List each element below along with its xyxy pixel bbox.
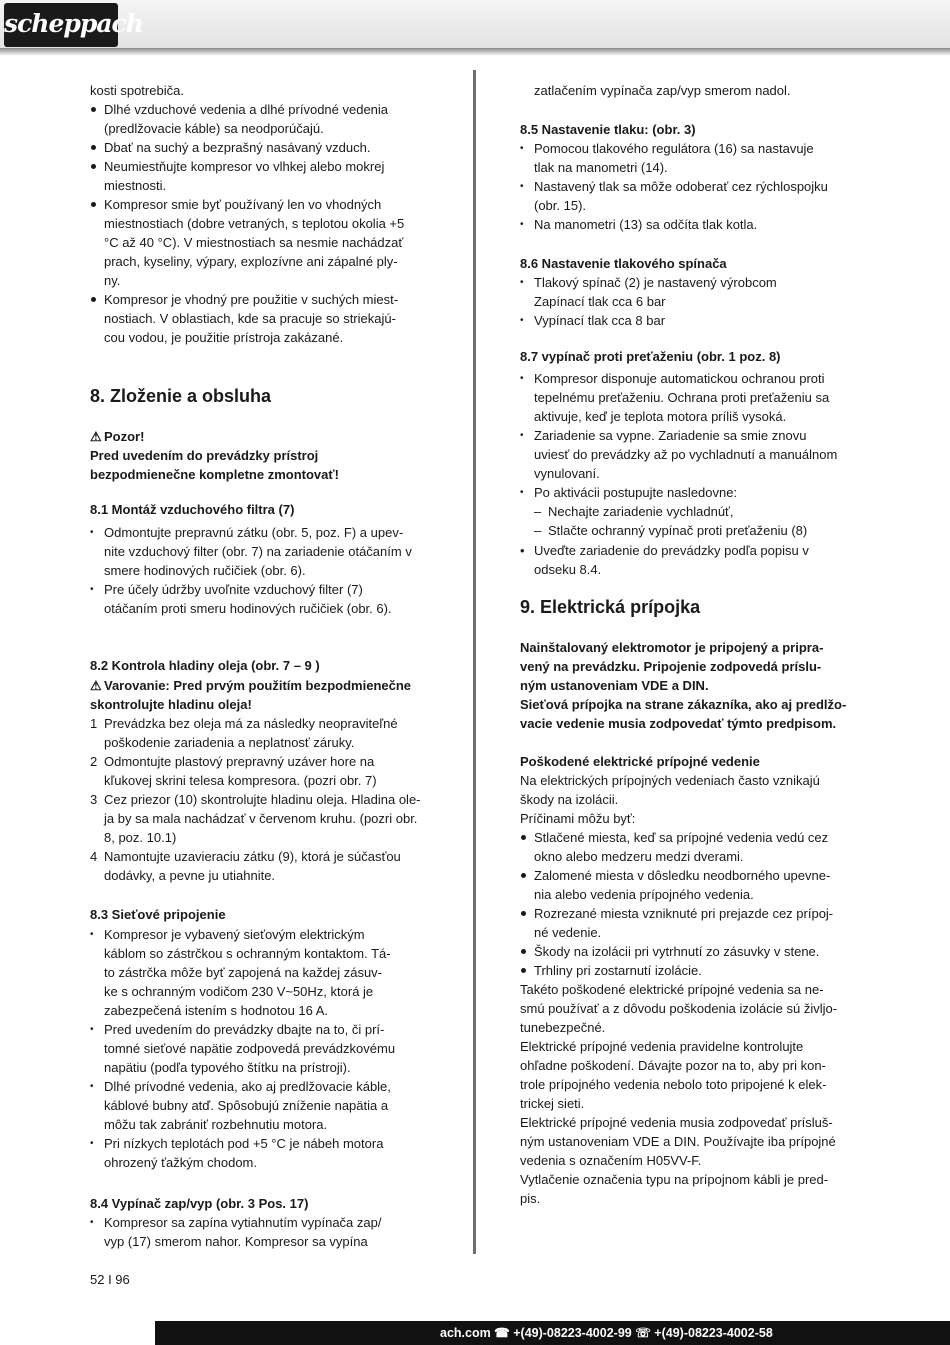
text-line: Stlačené miesta, keď sa prípojné vedenia vedú cez [534,830,829,845]
bullet-marker: • [520,487,524,498]
text-line: otáčaním proti smeru hodinových ručičiek (obr. 6). [104,601,392,616]
section-8-4-title: 8.4 Vypínač zap/vyp (obr. 3 Pos. 17) [90,1196,309,1211]
text-line: poškodenie zariadenia a neplatnosť záruky. [104,735,355,750]
text-line: bezpodmienečne kompletne zmontovať! [90,467,339,482]
section-8-1-list [90,523,430,618]
text-line: miestnosti. [104,178,167,193]
section-8-3-list [90,925,430,1172]
text-line: Prevádzka bez oleja má za následky neopraviteľné [104,716,398,731]
text-line: zabezpečená istením s hodnotou 16 A. [104,1003,329,1018]
text-line: Pre účely údržby uvoľnite vzduchový filter (7) [104,582,363,597]
section-8-7-list [520,369,860,502]
bullet-dot [91,202,96,207]
text-line: Kompresor smie byť používaný len vo vhodných [104,197,382,212]
list-item [520,942,860,961]
text-line: Zapínací tlak cca 6 bar [534,294,666,309]
list-item [520,904,860,942]
section-9-intro [520,638,860,733]
text-line: pis. [520,1191,541,1206]
bullet-marker: • [90,929,94,940]
text-line: trole prípojného vedenia nebolo toto pripojené k elek- [520,1077,827,1092]
text-line: škody na izolácii. [520,792,619,807]
section-8-title: 8. Zloženie a obsluha [90,386,272,406]
warning-text [90,446,430,484]
text-line: trickej sieti. [520,1096,585,1111]
text-line: zatlačením vypínača zap/vyp smerom nadol. [534,83,791,98]
text-line: Elektrické prípojné vedenia musia zodpovedať prísluš- [520,1115,833,1130]
text-line: nia alebo vedenia prípojného vedenia. [534,887,754,902]
text-line: Škody na izolácii pri vytrhnutí zo zásuvky v stene. [534,944,820,959]
item-lines [534,541,860,579]
text-line: ja by sa mala nachádzať v červenom kruhu. (pozri obr. [104,811,418,826]
column-divider [473,70,476,1254]
list-item [520,369,860,426]
page-number: 52 I 96 [90,1272,130,1287]
bullet-marker: • [520,219,524,230]
text-line: Nastavený tlak sa môže odoberať cez rýchlospojku [534,179,828,194]
text-line: odseku 8.4. [534,562,602,577]
list-item [90,580,430,618]
bullet-marker: • [520,181,524,192]
intro-line [90,81,430,100]
text-line: Zalomené miesta v dôsledku neodborného upevne- [534,868,831,883]
dash-marker: – [534,504,542,519]
text-line: Tlakový spínač (2) je nastavený výrobcom [534,275,777,290]
item-number: 4 [90,849,98,864]
text-line: prach, kyseliny, výpary, explozívne ani zápalné ply- [104,254,398,269]
text-line: 8, poz. 10.1) [104,830,177,845]
warning-lines [90,676,430,714]
text-line: ným ustanoveniam VDE a DIN. [520,678,709,693]
text-line: Kompresor je vybavený sieťovým elektrickým [104,927,365,942]
text-line: tomné sieťové napätie zodpovedá prevádzkovému [104,1041,396,1056]
section-8-2-warning [90,676,430,714]
text-line: Dlhé prívodné vedenia, ako aj predlžovacie káble, [104,1079,391,1094]
bullet-marker: • [90,1217,94,1228]
text-line: Kompresor sa zapína vytiahnutím vypínača zap/ [104,1215,382,1230]
text-line: miestnostiach (dobre vetraných, s teplotou okolia +5 [104,216,405,231]
brand-logo-text: scheppach [4,9,143,38]
bullet-dot [521,968,526,973]
section-8-1-title: 8.1 Montáž vzduchového filtra (7) [90,502,295,517]
text-line: to zástrčka môže byť zapojená na každej zásuv- [104,965,383,980]
damaged-cable-notes [520,980,860,1208]
header-shadow [0,48,950,56]
section-8-2-title: 8.2 Kontrola hladiny oleja (obr. 7 – 9 ) [90,658,320,673]
text-line: ohľadne poškodení. Dávajte pozor na to, aby pri kon- [520,1058,826,1073]
text-line: Cez priezor (10) skontrolujte hladinu oleja. Hladina ole- [104,792,421,807]
bullet-marker: • [90,1138,94,1149]
text-line: Uveďte zariadenie do prevádzky podľa popisu v [534,543,809,558]
text-line: Sieťová prípojka na strane zákazníka, ako aj predlžo- [520,697,847,712]
text-line: kosti spotrebiča. [90,83,184,98]
text-line: Elektrické prípojné vedenia pravidelne kontrolujte [520,1039,804,1054]
list-item [520,828,860,866]
bullet-dot [91,297,96,302]
list-item [90,138,430,157]
footer-contact: ach.com ☎ +(49)-08223-4002-99 ☏ +(49)-08223-4002-58 [440,1326,773,1340]
list-item [90,925,430,1020]
text-line: Namontujte uzavieraciu zátku (9), ktorá je súčasťou [104,849,401,864]
bullet-marker: • [520,143,524,154]
text-line: Nainštalovaný elektromotor je pripojený a pripra- [520,640,824,655]
text-line: Kompresor disponuje automatickou ochranou proti [534,371,825,386]
text-line: Pred uvedením do prevádzky prístroj [90,448,319,463]
bullet-marker: • [520,543,525,558]
bullet-dot [521,873,526,878]
text-line: môžu tak zabrániť rozbehnutiu motora. [104,1117,328,1132]
text-line: smú používať a z dôvodu poškodenia izolácie sú življo- [520,1001,838,1016]
text-line: vyp (17) smerom nahor. Kompresor sa vypína [104,1234,368,1249]
text-line: Varovanie: Pred prvým použitím bezpodmienečne [104,678,412,693]
damaged-cable-intro [520,771,860,828]
list-item [520,483,860,502]
text-line: káblom so zástrčkou s ochranným kontaktom. Tá- [104,946,391,961]
text-line: °C až 40 °C). V miestnostiach sa nesmie nachádzať [104,235,404,250]
footer-white-block [0,1321,155,1345]
bullet-dot [91,145,96,150]
list-item [90,157,430,195]
list-item [90,290,430,347]
text-line: Pred uvedením do prevádzky dbajte na to, či prí- [104,1022,385,1037]
text-line: Odmontujte plastový prepravný uzáver hore na [104,754,375,769]
text-line: Stlačte ochranný vypínač proti preťaženiu (8) [548,523,808,538]
section-8-2-list [90,714,430,885]
list-item [520,521,860,540]
item-number: 2 [90,754,98,769]
text-line: Po aktivácii postupujte nasledovne: [534,485,738,500]
section-8-6-list [520,273,860,330]
bullet-dot [521,949,526,954]
bullet-marker: • [520,315,524,326]
list-item [520,215,860,234]
item-number: 3 [90,792,98,807]
text-line: vacie vedenie musia zodpovedať týmto predpisom. [520,716,837,731]
text-line: (predlžovacie káble) sa neodporúčajú. [104,121,324,136]
text-line: Vytlačenie označenia typu na prípojnom kábli je pred- [520,1172,829,1187]
text-line: né vedenie. [534,925,602,940]
list-item [90,195,430,290]
list-item [520,311,860,330]
text-line: okno alebo medzeru medzi dverami. [534,849,744,864]
text-line: tepelnému preťaženiu. Ochrana proti preťaženiu sa [534,390,830,405]
text-line: Na elektrických prípojných vedeniach často vznikajú [520,773,820,788]
list-item [90,1213,430,1251]
text-line: Odmontujte prepravnú zátku (obr. 5, poz. F) a upev- [104,525,404,540]
text-line: smere hodinových ručičiek (obr. 6). [104,563,306,578]
bullet-marker: • [520,277,524,288]
damaged-cable-title: Poškodené elektrické prípojné vedenie [520,754,760,769]
list-item [520,866,860,904]
text-line: Kompresor je vhodný pre použitie v suchých miest- [104,292,399,307]
warning-icon: ⚠ [90,429,102,444]
continuation-line [520,81,860,100]
section-8-7-subitems [520,502,860,540]
item-number: 1 [90,716,98,731]
bullet-marker: • [90,527,94,538]
text-line: ny. [104,273,121,288]
warning-title-text: Pozor! [104,429,145,444]
list-item [520,961,860,980]
bullet-dot [91,107,96,112]
list-item [90,1134,430,1172]
text-line: dodávky, a pevne ju utiahnite. [104,868,276,883]
list-item [520,426,860,483]
damaged-cable-causes [520,828,860,980]
text-line: napätiu (podľa typového štítku na prístroji). [104,1060,351,1075]
text-line: Príčinami môžu byť: [520,811,636,826]
section-8-7-title: 8.7 vypínač proti preťaženiu (obr. 1 poz. 8) [520,349,781,364]
text-line: tunebezpečné. [520,1020,606,1035]
text-line: nostiach. V oblastiach, kde sa pracuje so striekajú- [104,311,396,326]
section-8-7-last-item [520,541,860,579]
list-item [90,1020,430,1077]
list-item [90,523,430,580]
text-line: ke s ochranným vodičom 230 V~50Hz, ktorá je [104,984,374,999]
list-item [520,541,860,579]
list-item [90,1077,430,1134]
text-line: nite vzduchový filter (obr. 7) na zariadenie otáčaním v [104,544,412,559]
text-line: Pri nízkych teplotách pod +5 °C je nábeh motora [104,1136,384,1151]
warning-title [90,427,430,446]
text-line: káblové bubny atď. Spôsobujú zníženie napätia a [104,1098,389,1113]
list-item [520,177,860,215]
safety-bullets [90,100,430,347]
text-line: vynulovaní. [534,466,600,481]
text-line: Zariadenie sa vypne. Zariadenie sa smie znovu [534,428,807,443]
bullet-dot [521,911,526,916]
text-line: Vypínací tlak cca 8 bar [534,313,666,328]
text-line: Trhliny pri zostarnutí izolácie. [534,963,702,978]
bullet-marker: • [90,584,94,595]
text-line: Nechajte zariadenie vychladnúť, [548,504,734,519]
list-item [520,139,860,177]
brand-logo [4,3,143,47]
bullet-dot [521,835,526,840]
section-8-5-title: 8.5 Nastavenie tlaku: (obr. 3) [520,122,696,137]
bullet-dot [91,164,96,169]
text-line: Pomocou tlakového regulátora (16) sa nastavuje [534,141,814,156]
list-item [520,502,860,521]
bullet-marker: • [520,430,524,441]
text-line: Dlhé vzduchové vedenia a dlhé prívodné vedenia [104,102,389,117]
section-8-4-list [90,1213,430,1251]
text-line: (obr. 15). [534,198,587,213]
text-line: ohrozený ťažkým chodom. [104,1155,257,1170]
list-item [90,790,430,847]
text-line: tlak na manometri (14). [534,160,668,175]
text-line: skontrolujte hladinu oleja! [90,697,252,712]
warning-icon: ⚠ [90,678,102,693]
list-item [90,100,430,138]
bullet-marker: • [90,1024,94,1035]
text-line: kľukovej skrini telesa kompresora. (pozri obr. 7) [104,773,377,788]
text-line: Takéto poškodené elektrické prípojné vedenia sa ne- [520,982,824,997]
text-line: cou vodou, je použitie prístroja zakázané. [104,330,344,345]
list-item [520,273,860,311]
list-item [90,752,430,790]
list-item [90,847,430,885]
text-line: Na manometri (13) sa odčíta tlak kotla. [534,217,758,232]
list-item [90,714,430,752]
dash-marker: – [534,523,542,538]
section-8-3-title: 8.3 Sieťové pripojenie [90,907,226,922]
text-line: ným ustanoveniam VDE a DIN. Používajte iba prípojné [520,1134,836,1149]
text-line: Neumiestňujte kompresor vo vlhkej alebo mokrej [104,159,385,174]
text-line: aktivuje, keď je teplota motora príliš vysoká. [534,409,787,424]
text-line: vený na prevádzku. Pripojenie zodpovedá príslu- [520,659,822,674]
bullet-marker: • [90,1081,94,1092]
text-line: Rozrezané miesta vzniknuté pri prejazde cez prípoj- [534,906,834,921]
bullet-marker: • [520,373,524,384]
text-line: vedenia s označením H05VV-F. [520,1153,702,1168]
section-8-5-list [520,139,860,234]
text-line: Dbať na suchý a bezprašný nasávaný vzduch. [104,140,371,155]
text-line: uviesť do prevádzky až po vychladnutí a manuálnom [534,447,838,462]
section-8-6-title: 8.6 Nastavenie tlakového spínača [520,256,727,271]
section-9-title: 9. Elektrická prípojka [520,597,701,617]
